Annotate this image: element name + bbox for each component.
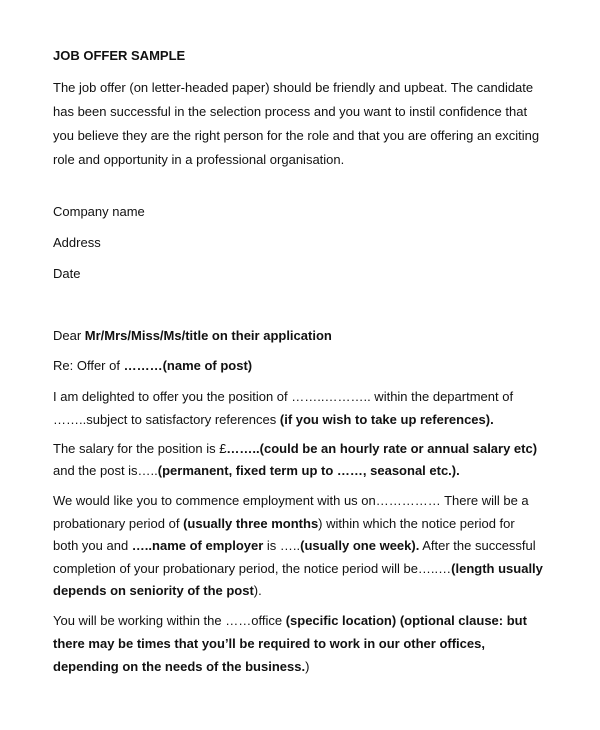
text: Date (53, 266, 81, 281)
text: Re: Offer of (53, 358, 124, 373)
text-line (53, 561, 543, 577)
bold-text: ………(name of post) (123, 358, 253, 373)
text: We would like you to commence employment with us on…………… There will be a (53, 493, 529, 508)
text-line (53, 659, 309, 675)
text: The salary for the position is £ (53, 441, 227, 456)
text-line (53, 128, 539, 144)
bold-text: there may be times that you’ll be required to work in our other offices, (53, 636, 485, 651)
text: ) within which the notice period for (318, 516, 515, 531)
text: Company name (53, 204, 145, 219)
bold-text: (usually one week). (300, 538, 420, 553)
bold-text: ……..(could be an hourly rate or annual salary etc) (226, 441, 538, 456)
text: You will be working within the ……office (53, 613, 286, 628)
text-line (53, 441, 537, 457)
bold-text: (if you wish to take up references). (279, 412, 494, 427)
text: you believe they are the right person for the role and that you are offering an exciting (53, 128, 540, 143)
text: Address (53, 235, 101, 250)
text-line (53, 389, 513, 405)
text: role and opportunity in a professional organisation. (53, 152, 345, 167)
text-line (53, 538, 536, 554)
text-line (53, 358, 252, 374)
text-line (53, 636, 485, 652)
text-line (53, 80, 533, 96)
text: has been successful in the selection process and you want to instil confidence that (53, 104, 528, 119)
text: ……..subject to satisfactory references (53, 412, 280, 427)
text-line (53, 463, 460, 479)
text-line (53, 493, 529, 509)
text: ) (305, 659, 310, 674)
text: is ….. (263, 538, 301, 553)
bold-text: (length usually (451, 561, 543, 576)
text-line (53, 152, 344, 168)
text: After the successful (419, 538, 536, 553)
text-line (53, 104, 527, 120)
bold-text: Mr/Mrs/Miss/Ms/title on their application (84, 328, 332, 343)
text: Dear (53, 328, 85, 343)
text: ). (253, 583, 262, 598)
bold-text: (specific location) (optional clause: but (285, 613, 527, 628)
text-line (53, 516, 515, 532)
text-line (53, 412, 494, 428)
bold-text: …..name of employer (131, 538, 264, 553)
text: I am delighted to offer you the position of ……..……….. within the department of (53, 389, 514, 404)
text-line (53, 266, 80, 282)
bold-text: depending on the needs of the business. (53, 659, 306, 674)
bold-text: (permanent, fixed term up to ……, seasonal etc.). (157, 463, 460, 478)
text: probationary period of (53, 516, 184, 531)
bold-text: JOB OFFER SAMPLE (53, 48, 186, 63)
text: completion of your probationary period, the notice period will be…..… (53, 561, 452, 576)
text: The job offer (on letter-headed paper) should be friendly and upbeat. The candidate (53, 80, 534, 95)
text-line (53, 583, 262, 599)
text-line (53, 613, 527, 629)
text: both you and (53, 538, 132, 553)
text-line (53, 204, 145, 220)
text: and the post is….. (53, 463, 158, 478)
bold-text: (usually three months (183, 516, 319, 531)
document-title (53, 48, 185, 64)
bold-text: depends on seniority of the post (53, 583, 254, 598)
text-line (53, 328, 332, 344)
text-line (53, 235, 101, 251)
